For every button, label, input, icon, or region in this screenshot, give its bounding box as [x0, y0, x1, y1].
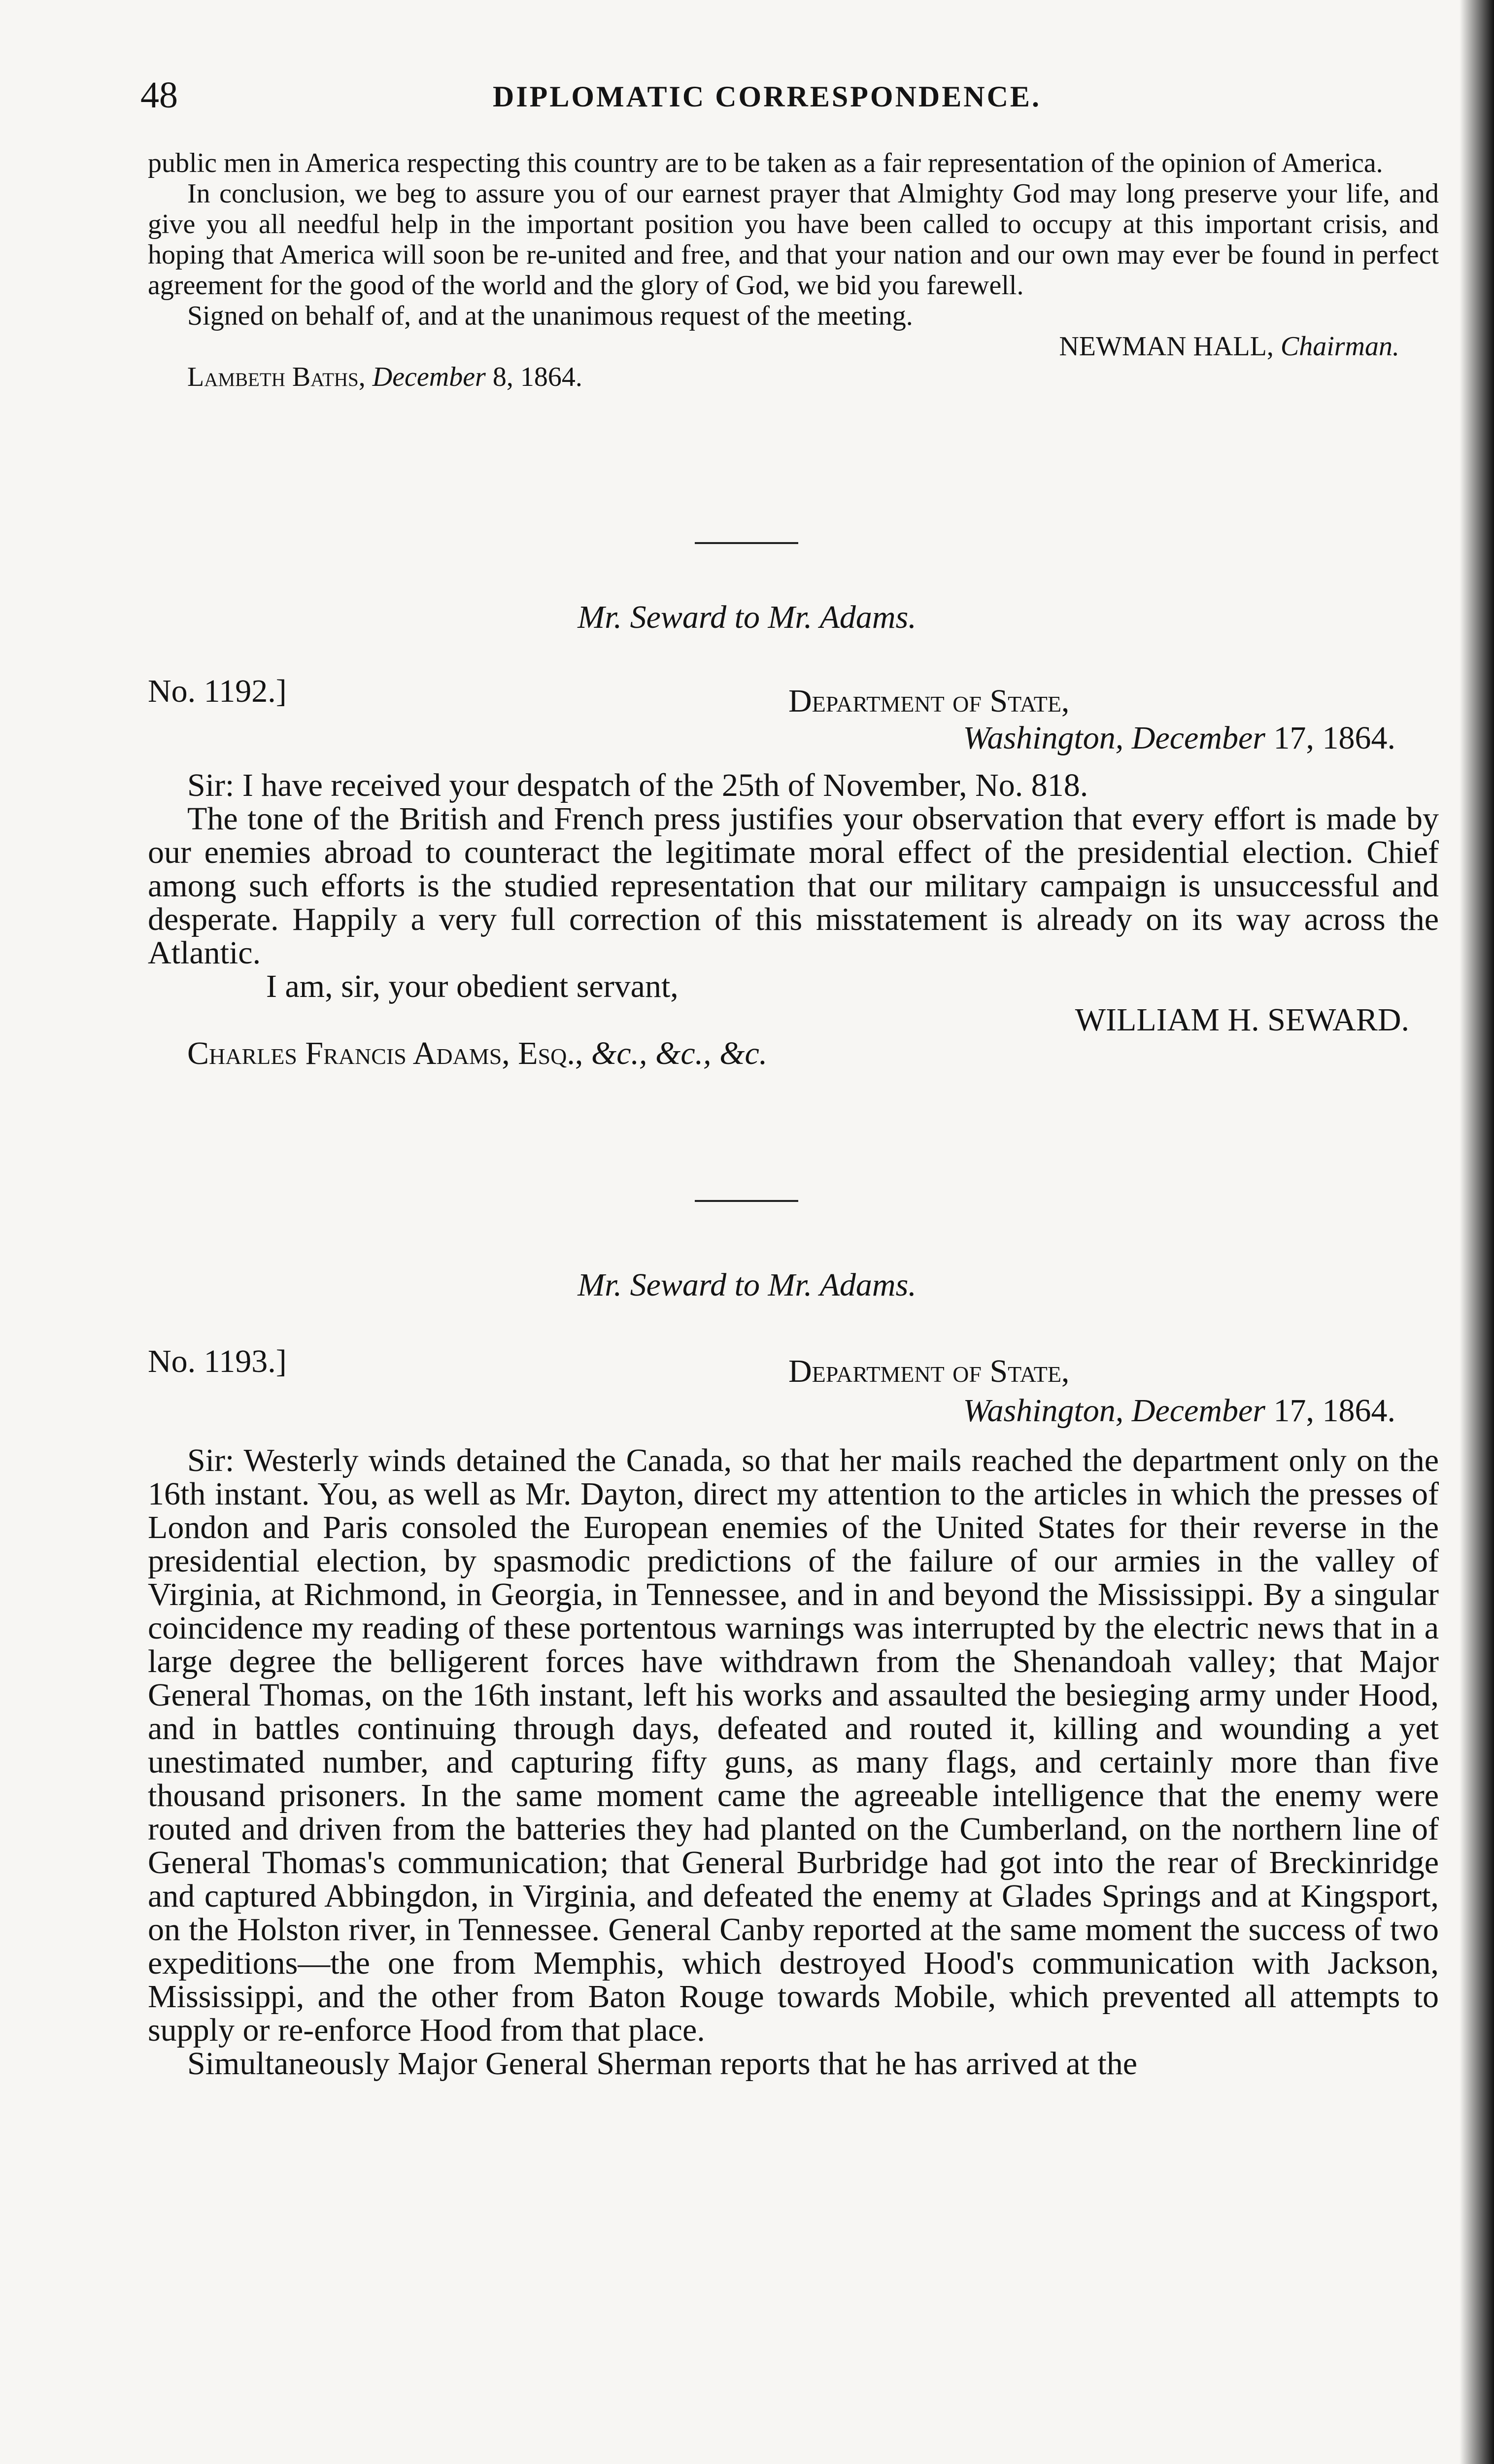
- intro-paragraph: Signed on behalf of, and at the unanimous request of the meeting.: [187, 301, 913, 331]
- intro-signature: [148, 331, 1439, 362]
- letter-signer: WILLIAM H. SEWARD.: [1075, 1002, 1409, 1038]
- letter-paragraph: Simultaneously Major General Sherman reports that he has arrived at the: [187, 2046, 1138, 2082]
- dateline-date: 8, 1864.: [492, 362, 582, 392]
- letter-department: Department of State,: [788, 1353, 1070, 1389]
- section-divider: [695, 1200, 798, 1202]
- running-title: DIPLOMATIC CORRESPONDENCE.: [493, 80, 1041, 113]
- addressee-suffix: &c., &c., &c.: [591, 1035, 768, 1071]
- letter-placedate: [963, 1392, 1395, 1430]
- intro-paragraph: In conclusion, we beg to assure you of our earnest prayer that Almighty God may long preserve your life, and give you all needful help in the important position you have been called to occupy at this important crisis, and hoping that America will soon be re-united and free, and that your nation and our own may ever be found in perfect agreement for the good of the world and the glory of God, we bid you farewell.: [148, 178, 1439, 301]
- letter-closing: I am, sir, your obedient servant,: [266, 968, 679, 1004]
- letter-body: [148, 1444, 1439, 2081]
- dateline-month: December: [372, 362, 486, 392]
- letter-place: Washington, December: [963, 720, 1265, 756]
- letter-date: 17, 1864.: [1273, 1393, 1395, 1429]
- letter-title: Mr. Seward to Mr. Adams.: [577, 599, 917, 635]
- intro-paragraph: public men in America respecting this country are to be taken as a fair representation of the opinion of America.: [148, 148, 1383, 178]
- letter-body: [148, 769, 1439, 1070]
- letter-number: No. 1192.]: [148, 673, 287, 709]
- signer-role: Chairman.: [1280, 331, 1399, 362]
- signer-name: NEWMAN HALL,: [1059, 331, 1274, 362]
- section-divider: [695, 542, 798, 544]
- addressee-name: Charles Francis Adams, Esq.,: [187, 1035, 583, 1071]
- letter-department: Department of State,: [788, 683, 1070, 719]
- letter-paragraph: Sir: I have received your despatch of the 25th of November, No. 818.: [187, 767, 1088, 803]
- letter-paragraph: Sir: Westerly winds detained the Canada, so that her mails reached the department only on the 16th instant. You, as well as Mr. Dayton, direct my attention to the articles in which the presses of London and Paris consoled the European enemies of the United States for their reverse in the presidential election, by spasmodic predictions of the failure of our armies in the valley of Virginia, at Richmond, in Georgia, in Tennessee, and in and beyond the Mississippi. By a singular coincidence my reading of these portentous warnings was interrupted by the electric news that in a large degree the belligerent forces have withdrawn from the Shenandoah valley; that Major General Thomas, on the 16th instant, left his works and assaulted the besieging army under Hood, and in battles continuing through days, defeated and routed it, killing and wounding a yet unestimated number, and capturing fifty guns, as many flags, and certainly more than five thousand prisoners. In the same moment came the agreeable intelligence that the enemy were routed and driven from the batteries they had planted on the Cumberland, on the northern line of General Thomas's communication; that General Burbridge had got into the rear of Breckinridge and captured Abbingdon, in Virginia, and defeated the enemy at Glades Springs and at Kingsport, on the Holston river, in Tennessee. General Canby reported at the same moment the success of two expeditions—the one from Memphis, which destroyed Hood's communication with Jackson, Mississippi, and the other from Baton Rouge towards Mobile, which prevented all attempts to supply or re-enforce Hood from that place.: [148, 1442, 1439, 2048]
- intro-section: [148, 148, 1439, 392]
- letter-addressee: [148, 1037, 1439, 1070]
- letter-paragraph: The tone of the British and French press justifies your observation that every effort is made by our enemies abroad to counteract the legitimate moral effect of the presidential election. Chief among such efforts is the studied representation that our military campaign is unsuccessful and desperate. Happily a very full correction of this misstatement is already on its way across the Atlantic.: [148, 801, 1439, 971]
- letter-title: Mr. Seward to Mr. Adams.: [577, 1267, 917, 1303]
- letter-date: 17, 1864.: [1273, 720, 1395, 756]
- page-edge-shadow: [1460, 0, 1494, 2464]
- page-header: [0, 74, 1494, 118]
- letter-placedate: [963, 719, 1395, 757]
- intro-dateline: [148, 362, 1439, 392]
- letter-number: No. 1193.]: [148, 1343, 287, 1379]
- dateline-place: Lambeth Baths,: [187, 362, 366, 392]
- page-number: 48: [140, 74, 178, 116]
- letter-place: Washington, December: [963, 1393, 1265, 1429]
